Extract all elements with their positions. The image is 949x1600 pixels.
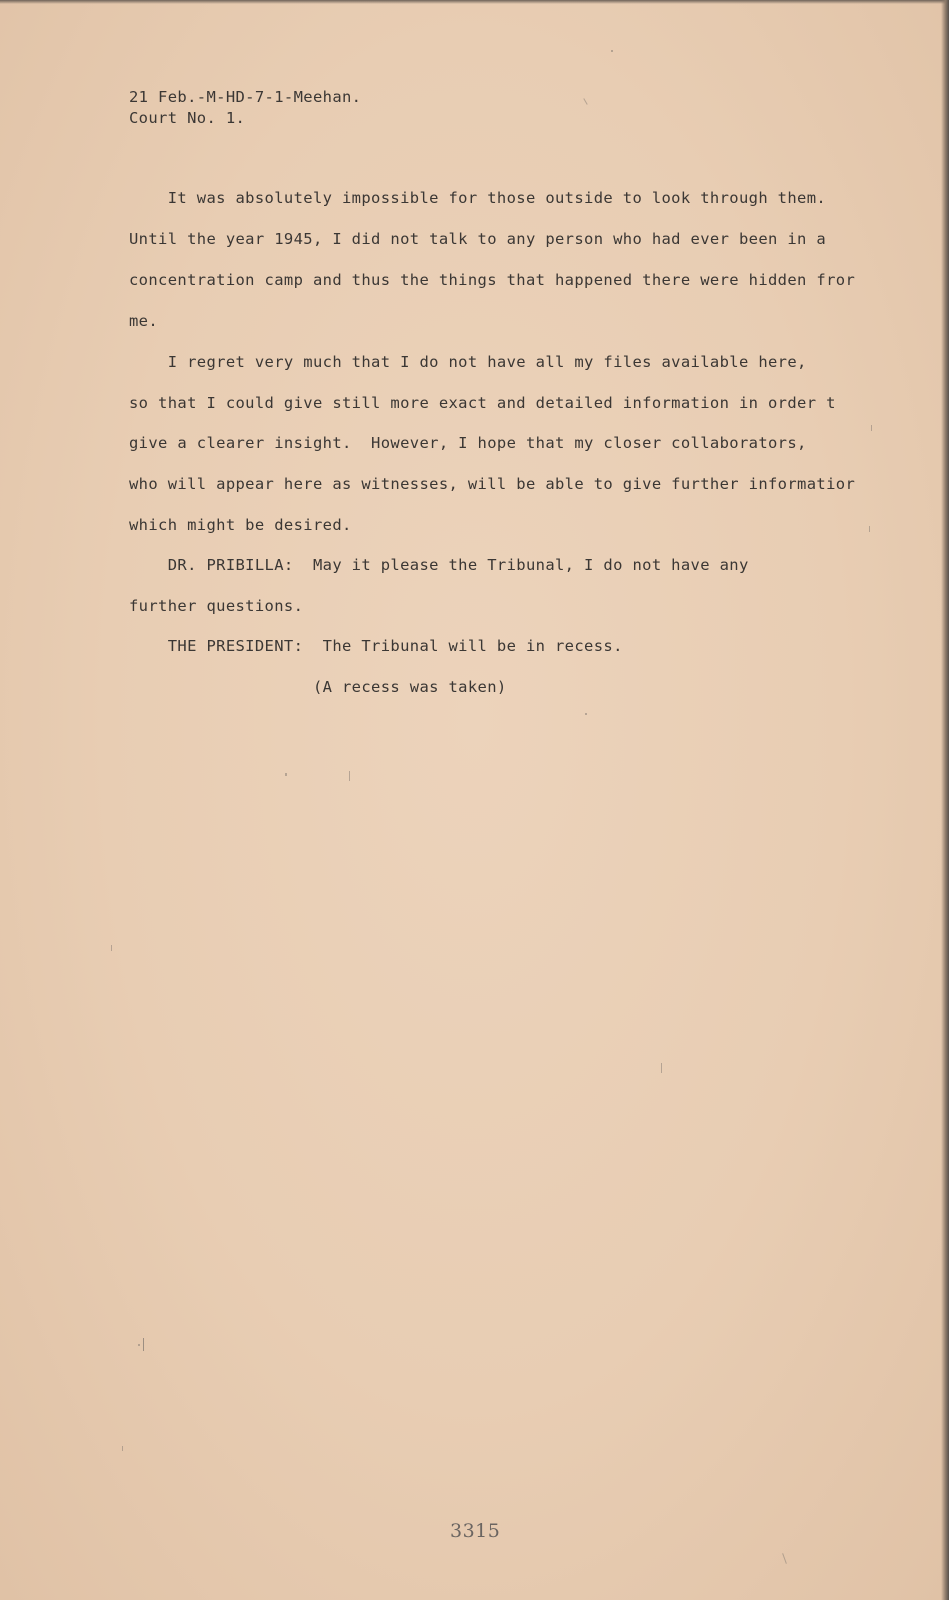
- paper-speck: [138, 1344, 140, 1346]
- body-line-13: (A recess was taken): [129, 678, 507, 696]
- paper-speck: [349, 771, 350, 781]
- body-line-10: DR. PRIBILLA: May it please the Tribunal, I do not have any: [129, 556, 749, 574]
- paper-speck: [285, 773, 287, 776]
- body-line-3: concentration camp and thus the things that happened there were hidden fror: [129, 271, 856, 289]
- paper-speck: [122, 1446, 123, 1451]
- header-line-2: Court No. 1.: [129, 109, 246, 127]
- body-line-1: It was absolutely impossible for those outside to look through them.: [129, 189, 827, 207]
- paper-speck: [585, 713, 587, 715]
- paper-speck: [111, 945, 112, 951]
- paper-speck: [782, 1553, 787, 1564]
- body-line-11: further questions.: [129, 597, 304, 615]
- body-line-7: give a clearer insight. However, I hope that my closer collaborators,: [129, 434, 807, 452]
- paper-speck: [661, 1063, 662, 1073]
- page-number: 3315: [450, 1520, 501, 1542]
- body-line-9: which might be desired.: [129, 516, 352, 534]
- body-line-8: who will appear here as witnesses, will be able to give further informatior: [129, 475, 856, 493]
- body-line-5: I regret very much that I do not have all my files available here,: [129, 353, 807, 371]
- paper-speck: [871, 425, 872, 431]
- typed-transcript: [0, 0, 949, 696]
- paper-speck: [611, 50, 613, 52]
- body-line-2: Until the year 1945, I did not talk to any person who had ever been in a: [129, 230, 827, 248]
- body-line-6: so that I could give still more exact and detailed information in order t: [129, 394, 836, 412]
- header-line-1: 21 Feb.-M-HD-7-1-Meehan.: [129, 88, 362, 106]
- body-line-12: THE PRESIDENT: The Tribunal will be in recess.: [129, 637, 623, 655]
- paper-speck: [869, 526, 870, 532]
- body-line-4: me.: [129, 312, 159, 330]
- paper-speck: [143, 1338, 144, 1351]
